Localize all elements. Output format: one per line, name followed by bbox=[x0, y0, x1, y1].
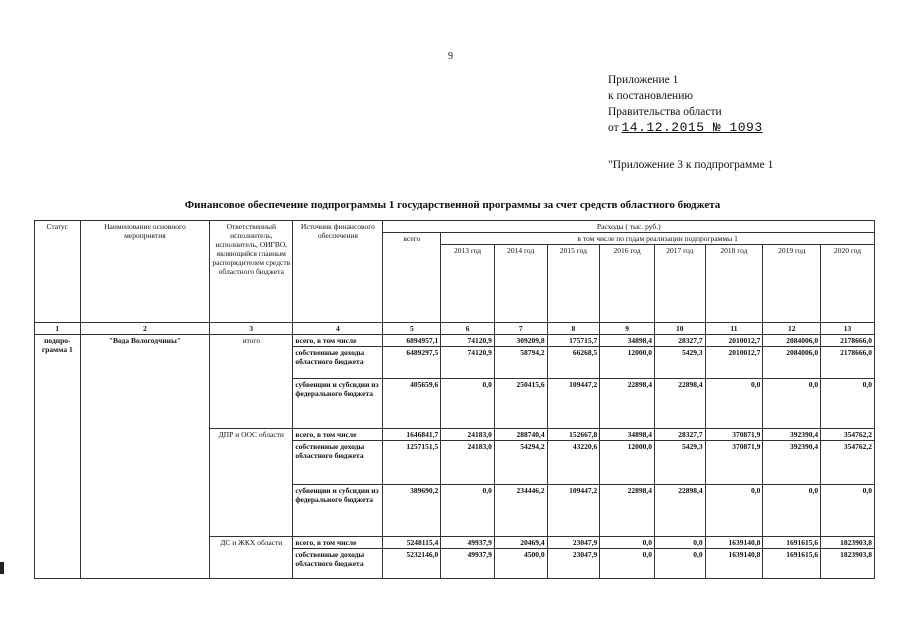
header-source: Источник финансового обеспечения bbox=[293, 221, 383, 323]
amount-year-cell: 0,0 bbox=[600, 549, 655, 579]
header-status: Статус bbox=[35, 221, 81, 323]
amount-year-cell: 34898,4 bbox=[600, 429, 655, 441]
amount-year-cell: 2178666,0 bbox=[821, 347, 875, 379]
amount-year-cell: 22898,4 bbox=[600, 485, 655, 537]
appendix-line-1: Приложение 1 bbox=[608, 74, 679, 86]
appendix-header bbox=[608, 72, 763, 136]
amount-year-cell: 2010012,7 bbox=[705, 347, 763, 379]
amount-year-cell: 0,0 bbox=[441, 485, 495, 537]
amount-year-cell: 370871,9 bbox=[705, 441, 763, 485]
amount-year-cell: 0,0 bbox=[441, 379, 495, 429]
status-cell: подпро- грамма 1 bbox=[35, 335, 81, 579]
amount-year-cell: 28327,7 bbox=[654, 335, 705, 347]
amount-year-cell: 370871,9 bbox=[705, 429, 763, 441]
amount-year-cell: 22898,4 bbox=[654, 485, 705, 537]
funding-source-cell: субвенции и субсидии из федерального бюджета bbox=[293, 379, 383, 429]
amount-year-cell: 109447,2 bbox=[547, 379, 600, 429]
amount-year-cell: 23047,9 bbox=[547, 537, 600, 549]
amount-year-cell: 24183,0 bbox=[441, 441, 495, 485]
column-number: 9 bbox=[600, 323, 655, 335]
amount-year-cell: 5429,3 bbox=[654, 347, 705, 379]
funding-source-cell: всего, в том числе bbox=[293, 537, 383, 549]
column-number: 1 bbox=[35, 323, 81, 335]
amount-year-cell: 34898,4 bbox=[600, 335, 655, 347]
amount-year-cell: 109447,2 bbox=[547, 485, 600, 537]
amount-year-cell: 74120,9 bbox=[441, 347, 495, 379]
amount-year-cell: 22898,4 bbox=[600, 379, 655, 429]
amount-total-cell: 1646841,7 bbox=[383, 429, 441, 441]
column-number: 11 bbox=[705, 323, 763, 335]
executor-cell: итого bbox=[210, 335, 293, 429]
financing-table bbox=[34, 220, 875, 579]
header-year: 2017 год bbox=[654, 245, 705, 323]
column-number: 10 bbox=[654, 323, 705, 335]
amount-year-cell: 152667,8 bbox=[547, 429, 600, 441]
amount-year-cell: 12000,0 bbox=[600, 441, 655, 485]
amount-total-cell: 6894957,1 bbox=[383, 335, 441, 347]
amount-year-cell: 58794,2 bbox=[494, 347, 547, 379]
amount-total-cell: 389690,2 bbox=[383, 485, 441, 537]
amount-year-cell: 392390,4 bbox=[763, 429, 821, 441]
appendix-date-line bbox=[608, 120, 763, 136]
amount-year-cell: 2084006,0 bbox=[763, 335, 821, 347]
header-year: 2018 год bbox=[705, 245, 763, 323]
funding-source-cell: собственные доходы областного бюджета bbox=[293, 441, 383, 485]
amount-year-cell: 49937,9 bbox=[441, 537, 495, 549]
amount-total-cell: 5248115,4 bbox=[383, 537, 441, 549]
amount-year-cell: 354762,2 bbox=[821, 429, 875, 441]
amount-year-cell: 0,0 bbox=[705, 379, 763, 429]
amount-year-cell: 1823903,8 bbox=[821, 537, 875, 549]
amount-year-cell: 1823903,8 bbox=[821, 549, 875, 579]
amount-year-cell: 250415,6 bbox=[494, 379, 547, 429]
header-name: Наименование основного мероприятия bbox=[80, 221, 210, 323]
amount-total-cell: 1257151,5 bbox=[383, 441, 441, 485]
amount-year-cell: 28327,7 bbox=[654, 429, 705, 441]
header-expenses: Расходы ( тыс. руб.) bbox=[383, 221, 875, 233]
amount-year-cell: 2178666,0 bbox=[821, 335, 875, 347]
amount-year-cell: 354762,2 bbox=[821, 441, 875, 485]
funding-source-cell: всего, в том числе bbox=[293, 429, 383, 441]
page-number: 9 bbox=[448, 51, 453, 62]
executor-cell: ДПР и ООС области bbox=[210, 429, 293, 537]
amount-year-cell: 23047,9 bbox=[547, 549, 600, 579]
column-number: 8 bbox=[547, 323, 600, 335]
funding-source-cell: субвенции и субсидии из федерального бюджета bbox=[293, 485, 383, 537]
amount-year-cell: 1639140,8 bbox=[705, 537, 763, 549]
amount-year-cell: 2084006,0 bbox=[763, 347, 821, 379]
amount-year-cell: 1691615,6 bbox=[763, 537, 821, 549]
amount-year-cell: 0,0 bbox=[654, 537, 705, 549]
header-by-years: в том числе по годам реализации подпрограммы 1 bbox=[441, 233, 875, 245]
column-number: 4 bbox=[293, 323, 383, 335]
scan-margin-mark bbox=[0, 562, 4, 574]
header-year: 2020 год bbox=[821, 245, 875, 323]
amount-year-cell: 1691615,6 bbox=[763, 549, 821, 579]
amount-year-cell: 1639140,8 bbox=[705, 549, 763, 579]
header-executor: Ответственный исполнитель, исполнитель, ОИГВО, являющийся главным распорядителем средств областного бюджета bbox=[210, 221, 293, 323]
amount-year-cell: 54294,2 bbox=[494, 441, 547, 485]
column-number: 13 bbox=[821, 323, 875, 335]
funding-source-cell: всего, в том числе bbox=[293, 335, 383, 347]
decree-date-number: 14.12.2015 № 1093 bbox=[621, 120, 763, 135]
amount-year-cell: 20469,4 bbox=[494, 537, 547, 549]
header-year: 2014 год bbox=[494, 245, 547, 323]
column-number: 3 bbox=[210, 323, 293, 335]
amount-total-cell: 5232146,0 bbox=[383, 549, 441, 579]
amount-year-cell: 392390,4 bbox=[763, 441, 821, 485]
amount-year-cell: 309209,8 bbox=[494, 335, 547, 347]
amount-year-cell: 49937,9 bbox=[441, 549, 495, 579]
document-title: Финансовое обеспечение подпрограммы 1 государственной программы за счет средств областного бюджета bbox=[184, 199, 721, 211]
amount-year-cell: 175715,7 bbox=[547, 335, 600, 347]
header-total: всего bbox=[383, 233, 441, 323]
amount-year-cell: 0,0 bbox=[600, 537, 655, 549]
header-year: 2019 год bbox=[763, 245, 821, 323]
amount-year-cell: 5429,3 bbox=[654, 441, 705, 485]
header-year: 2013 год bbox=[441, 245, 495, 323]
amount-year-cell: 24183,0 bbox=[441, 429, 495, 441]
amount-year-cell: 0,0 bbox=[654, 549, 705, 579]
amount-year-cell: 2010012,7 bbox=[705, 335, 763, 347]
amount-year-cell: 0,0 bbox=[821, 379, 875, 429]
executor-cell: ДС и ЖКХ области bbox=[210, 537, 293, 579]
amount-year-cell: 0,0 bbox=[763, 379, 821, 429]
amount-year-cell: 234446,2 bbox=[494, 485, 547, 537]
header-year: 2015 год bbox=[547, 245, 600, 323]
amount-total-cell: 6489297,5 bbox=[383, 347, 441, 379]
column-number: 5 bbox=[383, 323, 441, 335]
amount-year-cell: 0,0 bbox=[763, 485, 821, 537]
amount-year-cell: 66268,5 bbox=[547, 347, 600, 379]
amount-year-cell: 12000,0 bbox=[600, 347, 655, 379]
column-number: 2 bbox=[80, 323, 210, 335]
subprogram-reference: "Приложение 3 к подпрограмме 1 bbox=[608, 159, 774, 171]
header-year: 2016 год bbox=[600, 245, 655, 323]
column-number: 12 bbox=[763, 323, 821, 335]
column-number: 7 bbox=[494, 323, 547, 335]
amount-year-cell: 22898,4 bbox=[654, 379, 705, 429]
amount-year-cell: 4500,0 bbox=[494, 549, 547, 579]
appendix-line-2: к постановлению bbox=[608, 90, 693, 102]
measure-name-cell: "Вода Вологодчины" bbox=[80, 335, 210, 579]
amount-year-cell: 0,0 bbox=[821, 485, 875, 537]
date-prefix: от bbox=[608, 122, 619, 134]
amount-year-cell: 0,0 bbox=[705, 485, 763, 537]
funding-source-cell: собственные доходы областного бюджета bbox=[293, 549, 383, 579]
amount-year-cell: 74120,9 bbox=[441, 335, 495, 347]
table-row bbox=[35, 335, 875, 347]
column-number-row bbox=[35, 323, 875, 335]
column-number: 6 bbox=[441, 323, 495, 335]
amount-year-cell: 43220,6 bbox=[547, 441, 600, 485]
amount-year-cell: 288740,4 bbox=[494, 429, 547, 441]
appendix-line-3: Правительства области bbox=[608, 106, 722, 118]
amount-total-cell: 405659,6 bbox=[383, 379, 441, 429]
funding-source-cell: собственные доходы областного бюджета bbox=[293, 347, 383, 379]
